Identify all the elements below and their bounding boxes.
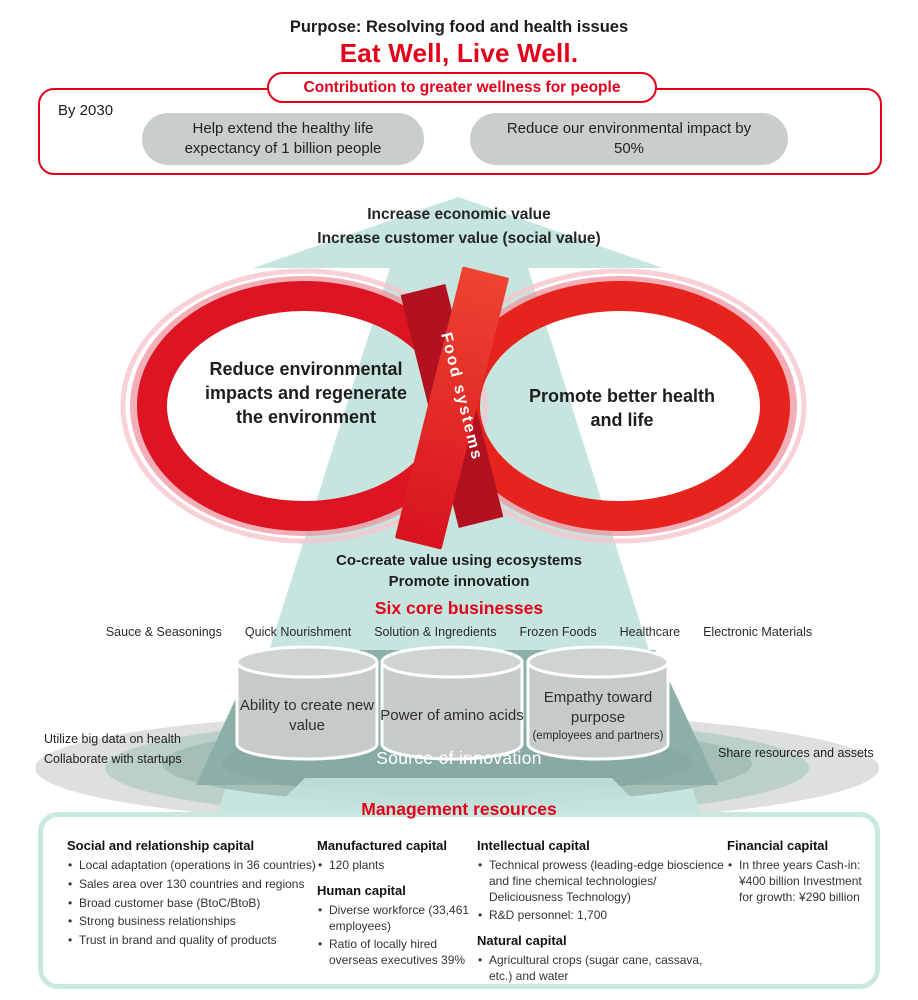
six-core-businesses	[0, 625, 918, 639]
ecosystem-line2: Promote innovation	[388, 573, 530, 590]
capital-heading: Manufactured capital	[317, 838, 448, 853]
capital-items	[477, 953, 727, 985]
six-core-title: Six core businesses	[374, 598, 544, 618]
capital-section	[477, 933, 727, 985]
capital-item: • Agricultural crops (sugar cane, cassava, etc.) and water	[477, 953, 727, 985]
capital-item: • 120 plants	[317, 858, 477, 874]
capital-item: • Diverse workforce (33,461 employees)	[317, 903, 477, 935]
capital-heading: Natural capital	[477, 933, 567, 949]
cylinder-label	[377, 672, 527, 760]
cylinder-label-sub: (employees and partners)	[532, 729, 664, 742]
capital-item: • Strong business relationships	[67, 914, 317, 930]
capital-item: • Ratio of locally hired overseas executives 39%	[317, 937, 477, 969]
capital-column	[477, 838, 727, 994]
capital-items	[67, 858, 317, 949]
capital-section	[67, 838, 317, 949]
business-item: Quick Nourishment	[244, 625, 352, 639]
cylinder-label-main: Empathy toward purpose	[543, 689, 653, 726]
goal-health-label: Help extend the healthy life expectancy of 1 billion people	[184, 119, 382, 157]
cylinder-label-main: Power of amino acids	[380, 706, 524, 724]
capital-item: • Broad customer base (BtoC/BtoB)	[67, 896, 317, 912]
capital-item: • Local adaptation (operations in 36 countries)	[67, 858, 317, 874]
by2030-label: By 2030	[58, 102, 114, 119]
ecosystem-line1: Co-create value using ecosystems	[336, 552, 582, 569]
innovation-right-note: Share resources and assets	[718, 746, 874, 760]
customer-value-label: Increase customer value (social value)	[317, 230, 601, 247]
cylinder-label-main: Ability to create new value	[239, 696, 375, 734]
cylinder-label	[523, 672, 673, 760]
goal-environment-label: Reduce our environmental impact by 50%	[506, 119, 752, 157]
cylinder-label	[232, 672, 382, 760]
innovation-note: Utilize big data on health	[44, 732, 181, 746]
capital-item: • Sales area over 130 countries and regions	[67, 877, 317, 893]
capital-column	[317, 838, 477, 994]
business-item: Electronic Materials	[703, 625, 813, 639]
food-systems-band-label: Food systems	[437, 330, 486, 463]
capital-heading: Financial capital	[727, 838, 829, 853]
capital-section	[477, 838, 727, 924]
capital-heading: Human capital	[317, 882, 406, 898]
loop-left-label: Reduce environmental impacts and regenerate the environment	[204, 359, 408, 427]
capital-items	[727, 858, 873, 905]
management-resources-box	[38, 812, 880, 989]
management-resources-title: Management resources	[361, 799, 557, 819]
capital-section	[317, 838, 477, 874]
capital-item: • R&D personnel: 1,700	[477, 908, 727, 924]
capital-item: • Technical prowess (leading-edge bioscience and fine chemical technologies/ Deliciousness Technology)	[477, 858, 727, 905]
wellness-pill-label: Contribution to greater wellness for people	[303, 78, 621, 96]
goal-health-pill	[142, 113, 424, 165]
capital-column	[67, 838, 317, 994]
capital-items	[477, 858, 727, 924]
business-item: Healthcare	[619, 625, 681, 639]
wellness-pill	[267, 72, 657, 103]
capital-item: • In three years Cash-in: ¥400 billion Investment for growth: ¥290 billion	[727, 858, 873, 905]
capital-item: • Trust in brand and quality of products	[67, 933, 317, 949]
capital-section	[727, 838, 873, 905]
innovation-note: Collaborate with startups	[44, 752, 182, 766]
purpose-line: Purpose: Resolving food and health issues	[289, 18, 629, 36]
capital-items	[317, 903, 477, 969]
business-item: Sauce & Seasonings	[105, 625, 222, 639]
loop-right-label: Promote better health and life	[528, 386, 716, 430]
business-item: Solution & Ingredients	[374, 625, 497, 639]
goal-environment-pill	[470, 113, 788, 165]
slogan: Eat Well, Live Well.	[339, 38, 579, 68]
capital-heading: Intellectual capital	[477, 838, 590, 853]
capital-column	[727, 838, 873, 994]
capital-heading: Social and relationship capital	[67, 838, 255, 853]
capital-items	[317, 858, 477, 874]
source-of-innovation-label: Source of innovation	[376, 748, 542, 768]
management-columns	[67, 838, 873, 994]
economic-value-label: Increase economic value	[367, 206, 551, 223]
capital-section	[317, 883, 477, 969]
business-item: Frozen Foods	[519, 625, 597, 639]
